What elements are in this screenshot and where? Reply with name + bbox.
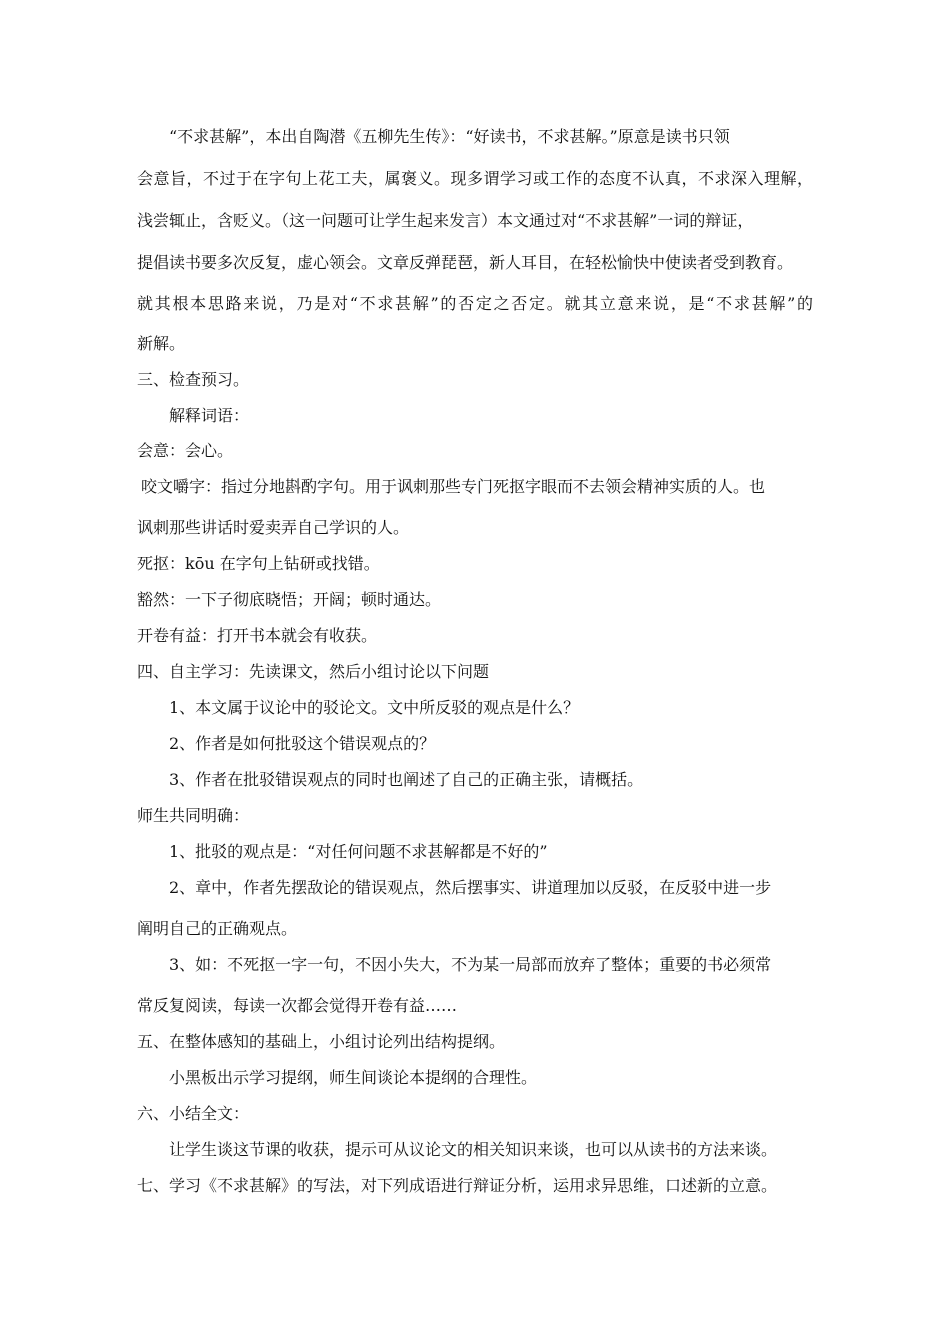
section-4-heading: 四、自主学习：先读课文，然后小组讨论以下问题 — [137, 662, 490, 681]
section-7-heading: 七、学习《不求甚解》的写法，对下列成语进行辩证分析，运用求异思维，口述新的立意。 — [137, 1176, 778, 1195]
intro-paragraph-line-2: 会意旨，不过于在字句上花工夫，属褒义。现多谓学习或工作的态度不认真，不求深入理解， — [137, 169, 813, 188]
intro-paragraph-line-3: 浅尝辄止，含贬义。（这一问题可让学生起来发言）本文通过对“不求甚解”一词的辩证， — [137, 211, 754, 230]
term-kaijuanyouyi: 开卷有益：打开书本就会有收获。 — [137, 626, 378, 645]
answer-3-continued: 常反复阅读，每读一次都会觉得开卷有益…… — [137, 996, 458, 1015]
term-yaowenjiaozi-continued: 讽刺那些讲话时爱卖弄自己学识的人。 — [137, 518, 410, 537]
section-3-heading: 三、检查预习。 — [137, 370, 250, 389]
term-huiyi: 会意：会心。 — [137, 441, 234, 460]
answer-heading: 师生共同明确： — [137, 806, 250, 825]
intro-paragraph-line-1: “不求甚解”，本出自陶潜《五柳先生传》：“好读书，不求甚解。”原意是读书只领 — [169, 127, 730, 146]
answer-1: 1、批驳的观点是：“对任何问题不求甚解都是不好的” — [169, 842, 548, 861]
answer-2-continued: 阐明自己的正确观点。 — [137, 919, 298, 938]
term-yaowenjiaozi: 咬文嚼字：指过分地斟酌字句。用于讽刺那些专门死抠字眼而不去领会精神实质的人。也 — [141, 477, 766, 496]
question-3: 3、作者在批驳错误观点的同时也阐述了自己的正确主张，请概括。 — [169, 770, 644, 789]
section-3-intro: 解释词语： — [169, 406, 250, 425]
answer-2: 2、章中，作者先摆敌论的错误观点，然后摆事实、讲道理加以反驳，在反驳中进一步 — [169, 878, 772, 897]
section-6-body: 让学生谈这节课的收获，提示可从议论文的相关知识来谈，也可以从读书的方法来谈。 — [169, 1140, 778, 1159]
intro-paragraph-line-5: 就其根本思路来说，乃是对“不求甚解”的否定之否定。就其立意来说，是“不求甚解”的 — [137, 294, 813, 313]
term-sikou: 死抠：kōu 在字句上钻研或找错。 — [137, 554, 380, 573]
section-5-heading: 五、在整体感知的基础上，小组讨论列出结构提纲。 — [137, 1032, 506, 1051]
question-1: 1、本文属于议论中的驳论文。文中所反驳的观点是什么？ — [169, 698, 580, 717]
section-5-body: 小黑板出示学习提纲，师生间谈论本提纲的合理性。 — [169, 1068, 538, 1087]
answer-3: 3、如：不死抠一字一句，不因小失大，不为某一局部而放弃了整体；重要的书必须常 — [169, 955, 772, 974]
term-huoran: 豁然：一下子彻底晓悟；开阔；顿时通达。 — [137, 590, 442, 609]
intro-paragraph-line-4: 提倡读书要多次反复，虚心领会。文章反弹琵琶，新人耳目，在轻松愉快中使读者受到教育。 — [137, 253, 794, 272]
section-6-heading: 六、小结全文： — [137, 1104, 250, 1123]
question-2: 2、作者是如何批驳这个错误观点的？ — [169, 734, 436, 753]
intro-paragraph-line-6: 新解。 — [137, 334, 186, 353]
